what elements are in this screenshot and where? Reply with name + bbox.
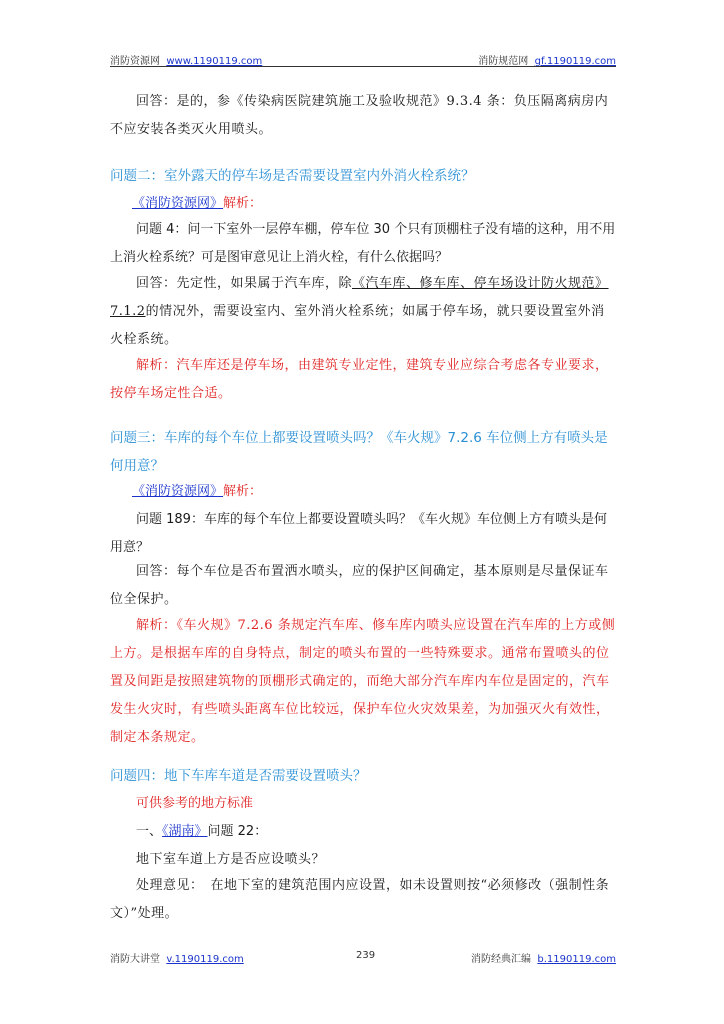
header-right-link[interactable]: gf.1190119.com	[534, 56, 616, 67]
footer-right-text: 消防经典汇编	[471, 954, 532, 965]
q2-answer	[110, 270, 616, 354]
q4-item-line	[110, 818, 616, 846]
q4-item-answer: 处理意见： 在地下室的建筑范围内应设置，如未设置则按“必须修改（强制性条文）”处理。	[110, 878, 610, 921]
q2-answer-post: 的情况外，需要设室内、室外消火栓系统；如属于停车场，就只要设置室外消火栓系统。	[110, 304, 605, 347]
footer-right	[471, 950, 616, 965]
q3-source-line	[132, 478, 616, 506]
footer-left	[110, 950, 244, 965]
q2-answer-pre: 回答：先定性，如果属于汽车库，除	[136, 276, 353, 291]
answer-paragraph-1: 回答：是的，参《传染病医院建筑施工及验收规范》9.3.4 条：负压隔离病房内不应安装各类灭火用喷头。	[110, 94, 609, 137]
header-left-link[interactable]: www.1190119.com	[166, 56, 263, 67]
page-header	[110, 50, 616, 67]
question-4-title: 问题四：地下车库车道是否需要设置喷头？	[110, 768, 367, 784]
q3-source-link[interactable]: 《消防资源网》	[132, 484, 224, 499]
q4-item-prefix: 一、	[136, 824, 163, 839]
q2-question: 问题 4：问一下室外一层停车棚，停车位 30 个只有顶棚柱子没有墙的这种，用不用上消火栓系统？可是图审意见让上消火栓，有什么依据吗？	[110, 222, 616, 265]
header-left	[110, 52, 262, 67]
header-right-text: 消防规范网	[478, 56, 529, 67]
q2-answer-ref: 《汽车库、修车库、停车场设计防火规范》7.1.2	[110, 276, 609, 319]
q2-source-suffix: 解析：	[223, 196, 263, 211]
footer-left-text: 消防大讲堂	[110, 954, 160, 965]
q2-source-link[interactable]: 《消防资源网》	[132, 196, 224, 211]
q2-analysis: 解析：汽车库还是停车场，由建筑专业定性，建筑专业应综合考虑各专业要求，按停车场定性合适。	[110, 358, 609, 401]
q3-analysis: 解析：《车火规》7.2.6 条规定汽车库、修车库内喷头应设置在汽车库的上方或侧上方。是根据车库的自身特点，制定的喷头布置的一些特殊要求。通常布置喷头的位置及间距是按照建筑物的顶棚形式确定的，而绝大部分汽车库内车位是固定的，汽车发生火灾时，有些喷头距离车位比较远，保护车位火灾效果差，为加强灭火有效性，制定本条规定。	[110, 618, 616, 745]
q3-answer: 回答：每个车位是否布置洒水喷头，应的保护区间确定，基本原则是尽量保证车位全保护。	[110, 564, 609, 607]
q3-question: 问题 189：车库的每个车位上都要设置喷头吗？《车火规》车位侧上方有喷头是何用意？	[110, 512, 607, 555]
q4-item-question: 地下室车道上方是否应设喷头？	[136, 852, 326, 867]
header-left-text: 消防资源网	[110, 56, 160, 67]
question-2-title: 问题二：室外露天的停车场是否需要设置室内外消火栓系统？	[110, 168, 475, 184]
q2-source-line	[132, 190, 616, 218]
q4-item-suffix: 问题 22：	[207, 824, 268, 839]
footer-left-link[interactable]: v.1190119.com	[166, 954, 244, 965]
question-3-title: 问题三：车库的每个车位上都要设置喷头吗？《车火规》7.2.6 车位侧上方有喷头是何用意？	[110, 430, 608, 474]
q3-source-suffix: 解析：	[223, 484, 263, 499]
footer-right-link[interactable]: b.1190119.com	[537, 954, 616, 965]
q4-reference-heading: 可供参考的地方标准	[136, 796, 254, 811]
q4-item-source-link[interactable]: 《湖南》	[162, 824, 208, 839]
header-right	[478, 52, 616, 67]
page-number: 239	[356, 950, 376, 961]
